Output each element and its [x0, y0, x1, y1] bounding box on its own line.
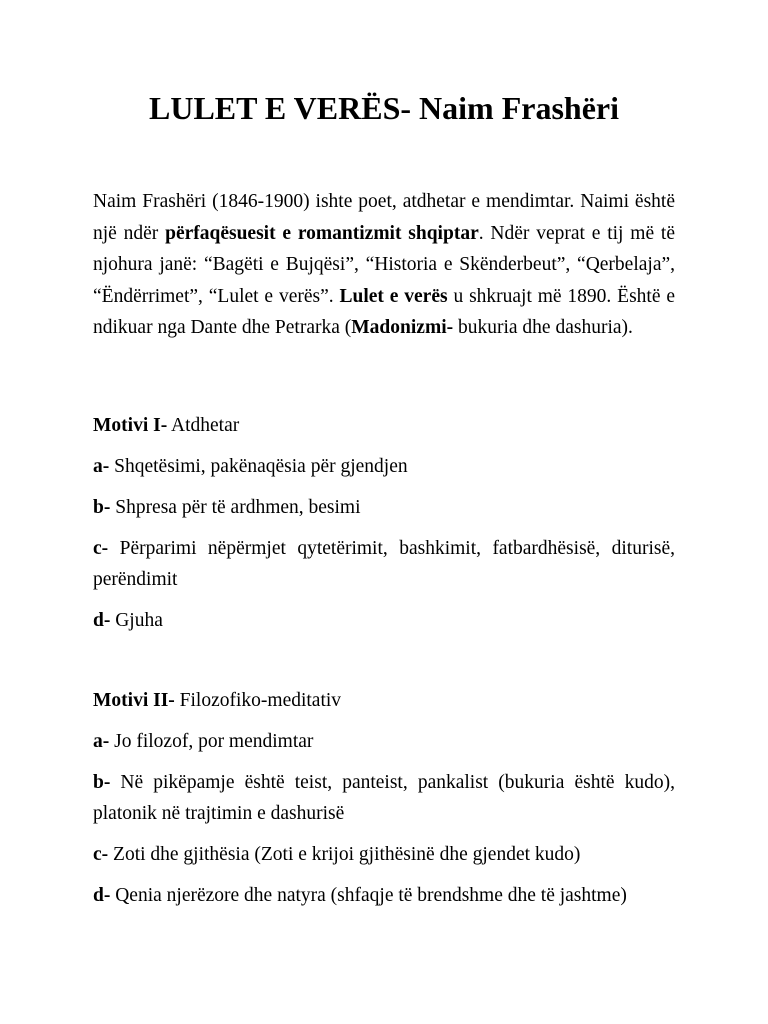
item-label: a-: [93, 456, 110, 477]
list-item: [93, 880, 675, 911]
list-item: [93, 451, 675, 482]
intro-text-4: bukuria dhe dashuria).: [453, 317, 633, 338]
section-heading: [93, 685, 675, 716]
intro-text-2: . Ndër veprat e tij më të njohura janë: “Bagëti e Bujqësi”, “Historia e Skënderbeut”, “Qerbelaja”, “Ëndërrimet”, “Lulet e verës”.: [93, 222, 675, 307]
item-text: Shqetësimi, pakënaqësia për gjendjen: [109, 456, 408, 477]
intro-bold-3: Madonizmi-: [351, 317, 454, 338]
item-text: Shpresa për të ardhmen, besimi: [110, 497, 361, 518]
item-label: c-: [93, 538, 109, 559]
item-text: Zoti dhe gjithësia (Zoti e krijoi gjithësinë dhe gjendet kudo): [108, 844, 581, 865]
item-text: Në pikëpamje është teist, panteist, pankalist (bukuria është kudo), platonik në trajtimin e dashurisë: [93, 772, 675, 824]
list-item: [93, 492, 675, 523]
item-text: Qenia njerëzore dhe natyra (shfaqje të brendshme dhe të jashtme): [110, 885, 627, 906]
item-text: Gjuha: [110, 610, 163, 631]
list-item: [93, 839, 675, 870]
heading-text: Atdhetar: [167, 415, 240, 436]
item-text: Përparimi nëpërmjet qytetërimit, bashkimit, fatbardhësisë, diturisë, perëndimit: [93, 538, 675, 590]
item-text: Jo filozof, por mendimtar: [109, 731, 314, 752]
section-heading: [93, 410, 675, 441]
document-title: LULET E VERËS- Naim Frashëri: [149, 90, 619, 126]
item-label: b-: [93, 772, 111, 793]
list-item: [93, 605, 675, 636]
item-label: d-: [93, 885, 111, 906]
section-motivi-1: [93, 410, 675, 636]
section-motivi-2: [93, 685, 675, 911]
item-label: b-: [93, 497, 111, 518]
intro-text-1: Naim Frashëri (1846-1900) ishte poet, atdhetar e mendimtar. Naimi është një ndër: [93, 191, 675, 244]
item-label: d-: [93, 610, 111, 631]
intro-paragraph: [93, 186, 675, 344]
item-label: a-: [93, 731, 110, 752]
heading-text: Filozofiko-meditativ: [174, 690, 342, 711]
item-label: c-: [93, 844, 109, 865]
intro-text-3: u shkruajt më 1890. Është e ndikuar nga Dante dhe Petrarka (: [93, 285, 676, 338]
heading-label: Motivi I-: [93, 415, 168, 436]
heading-label: Motivi II-: [93, 690, 175, 711]
intro-bold-1: përfaqësuesit e romantizmit shqiptar: [165, 222, 479, 244]
list-item: [93, 726, 675, 757]
list-item: [93, 767, 675, 829]
intro-bold-2: Lulet e verës: [339, 285, 448, 307]
list-item: [93, 533, 675, 595]
